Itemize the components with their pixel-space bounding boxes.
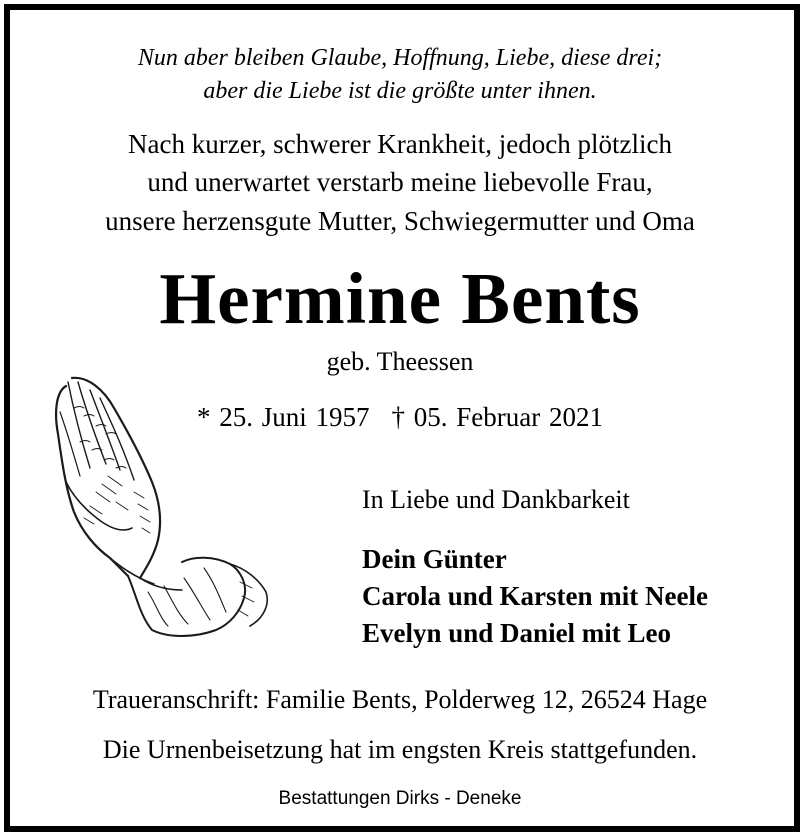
mourner-name: Evelyn und Daniel mit Leo bbox=[362, 618, 672, 648]
mourner-name: Dein Günter bbox=[362, 544, 507, 574]
intro-line-2: und unerwartet verstarb meine liebevolle Frau, bbox=[147, 167, 653, 197]
death-date: † 05. Februar 2021 bbox=[391, 402, 603, 432]
undertaker: Bestattungen Dirks - Deneke bbox=[278, 788, 522, 809]
birth-name: geb. Theessen bbox=[326, 347, 474, 376]
thanks-heading: In Liebe und Dankbarkeit bbox=[362, 485, 630, 514]
birth-date: * 25. Juni 1957 bbox=[197, 402, 370, 432]
burial-note: Die Urnenbeisetzung hat im engsten Kreis stattgefunden. bbox=[102, 735, 698, 764]
mourning-address: Traueranschrift: Familie Bents, Polderweg 12, 26524 Hage bbox=[92, 685, 708, 714]
mourner-name: Carola und Karsten mit Neele bbox=[362, 581, 708, 611]
intro-line-3: unsere herzensgute Mutter, Schwiegermutter und Oma bbox=[105, 206, 695, 236]
deceased-name: Hermine Bents bbox=[159, 258, 641, 339]
bible-verse-line-2: aber die Liebe ist die größte unter ihnen. bbox=[203, 78, 597, 104]
bible-verse-line-1: Nun aber bleiben Glaube, Hoffnung, Liebe, diese drei; bbox=[137, 45, 663, 71]
intro-line-1: Nach kurzer, schwerer Krankheit, jedoch plötzlich bbox=[128, 129, 672, 159]
praying-hands-icon bbox=[44, 372, 284, 652]
